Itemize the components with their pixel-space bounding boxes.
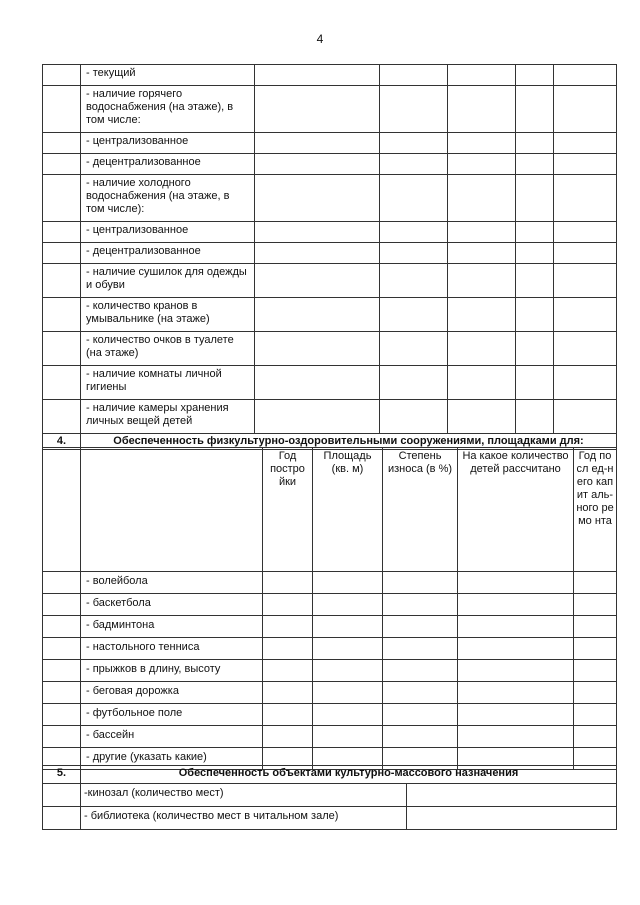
page-number: 4 (316, 32, 324, 46)
section-5-heading (42, 765, 617, 784)
table-row (43, 638, 617, 660)
living-conditions-table (42, 64, 617, 434)
sports-facilities-table (42, 447, 617, 770)
row-label: - децентрализованное (81, 154, 255, 175)
row-label: - прыжков в длину, высоту (81, 660, 263, 682)
table-row (43, 366, 617, 400)
section-title: Обеспеченность объектами культурно-массового назначения (81, 766, 617, 784)
table-row (43, 784, 617, 807)
table-row (43, 594, 617, 616)
table-row (43, 726, 617, 748)
table-row (43, 65, 617, 86)
row-label: - текущий (81, 65, 255, 86)
table-row (43, 332, 617, 366)
section-number: 4. (43, 434, 81, 450)
row-label: - волейбола (81, 572, 263, 594)
row-label: - другие (указать какие) (81, 748, 263, 770)
row-label: - количество кранов в умывальнике (на этаже) (81, 298, 255, 332)
column-header: На какое количество детей рассчитано (458, 448, 574, 572)
row-label: - децентрализованное (81, 243, 255, 264)
row-label: - баскетбола (81, 594, 263, 616)
row-label: - централизованное (81, 133, 255, 154)
row-label: - футбольное поле (81, 704, 263, 726)
table-header-row (43, 448, 617, 572)
row-label: - библиотека (количество мест в читальном зале) (81, 807, 407, 830)
table-row (43, 243, 617, 264)
row-label: - наличие сушилок для одежды и обуви (81, 264, 255, 298)
column-header: Площадь (кв. м) (313, 448, 383, 572)
section-title: Обеспеченность физкультурно-оздоровительными сооружениями, площадками для: (81, 434, 617, 450)
table-row (43, 264, 617, 298)
column-header: Год посл ед-него капит аль-ного ремо нта (574, 448, 617, 572)
table-row (43, 222, 617, 243)
table-row (43, 175, 617, 222)
column-header: Степень износа (в %) (383, 448, 458, 572)
table-row (43, 682, 617, 704)
row-label: - наличие комнаты личной гигиены (81, 366, 255, 400)
cultural-facilities-table (42, 783, 617, 830)
table-row (43, 704, 617, 726)
row-label: - количество очков в туалете (на этаже) (81, 332, 255, 366)
table-row (43, 616, 617, 638)
table-row (43, 154, 617, 175)
row-label: -кинозал (количество мест) (81, 784, 407, 807)
table-row (43, 807, 617, 830)
table-row (43, 133, 617, 154)
row-label: - бассейн (81, 726, 263, 748)
section-number: 5. (43, 766, 81, 784)
row-label: - бадминтона (81, 616, 263, 638)
row-label: - наличие камеры хранения личных вещей детей (81, 400, 255, 434)
row-label: - наличие горячего водоснабжения (на этаже), в том числе: (81, 86, 255, 133)
row-label: - настольного тенниса (81, 638, 263, 660)
table-row (43, 572, 617, 594)
column-header: Год постро йки (263, 448, 313, 572)
table-row (43, 400, 617, 434)
table-row (43, 660, 617, 682)
row-label: - беговая дорожка (81, 682, 263, 704)
row-label: - централизованное (81, 222, 255, 243)
table-row (43, 298, 617, 332)
table-row (43, 86, 617, 133)
row-label: - наличие холодного водоснабжения (на этаже, в том числе): (81, 175, 255, 222)
